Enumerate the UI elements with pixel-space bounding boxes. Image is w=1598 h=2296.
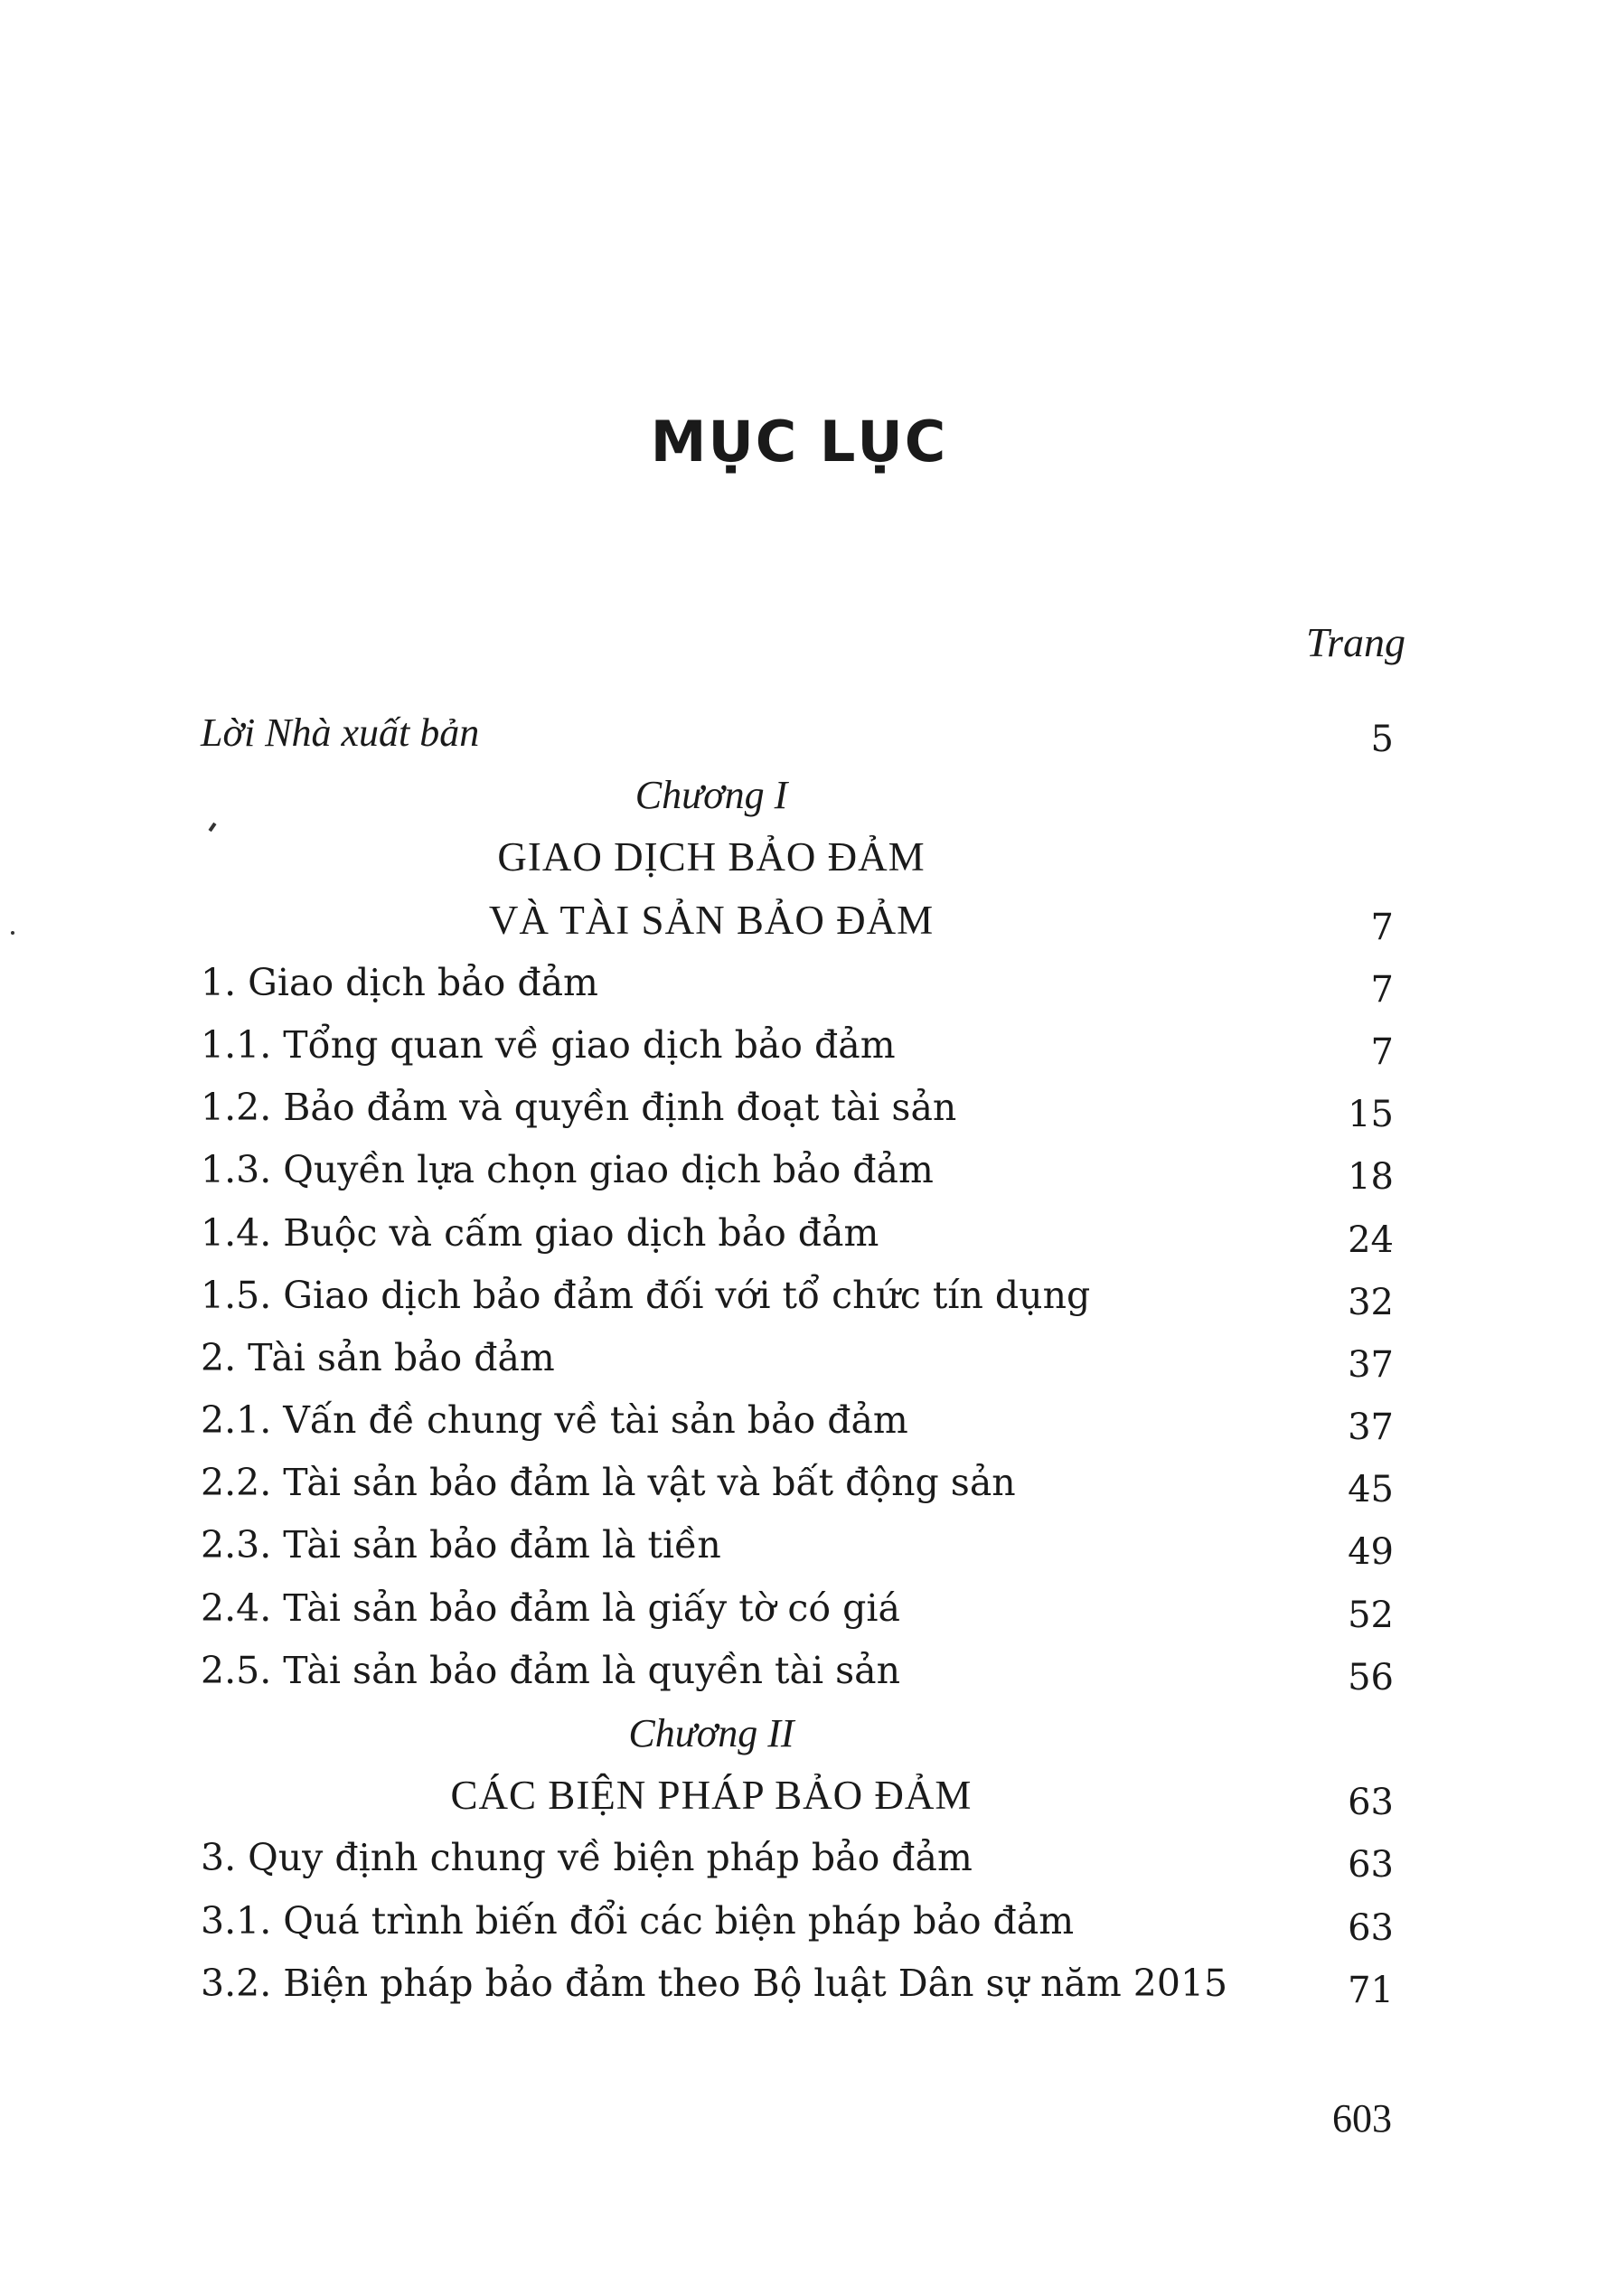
toc-entry-page: 56 xyxy=(1348,1656,1394,1698)
toc-entry xyxy=(201,1452,1403,1514)
chapter-heading xyxy=(201,826,1403,889)
toc-entry-text: VÀ TÀI SẢN BẢO ĐẢM xyxy=(488,897,935,943)
chapter-heading xyxy=(201,889,1403,952)
toc-entry-text: Chương I xyxy=(634,773,788,818)
toc-entry-page: 7 xyxy=(1370,1030,1394,1073)
toc-entry-text: 2. Tài sản bảo đảm xyxy=(201,1335,555,1379)
toc-entry xyxy=(201,1139,1403,1201)
page-number: 603 xyxy=(1332,2096,1392,2141)
toc-entry-page: 5 xyxy=(1370,719,1394,760)
toc-entry-text: 1.3. Quyền lựa chọn giao dịch bảo đảm xyxy=(201,1148,934,1192)
toc-entry-page: 63 xyxy=(1348,1844,1394,1887)
chapter-heading xyxy=(201,1764,1403,1827)
toc-entry-text: 1. Giao dịch bảo đảm xyxy=(201,960,598,1004)
toc-entry-text: Chương II xyxy=(628,1711,794,1755)
toc-entry-page: 52 xyxy=(1348,1594,1394,1636)
toc-entry-text: 3. Quy định chung về biện pháp bảo đảm xyxy=(201,1836,973,1880)
table-of-contents xyxy=(201,701,1403,2015)
toc-entry-text: 3.2. Biện pháp bảo đảm theo Bộ luật Dân sự năm 2015 xyxy=(201,1961,1228,2005)
toc-entry xyxy=(201,1514,1403,1576)
toc-entry-text: CÁC BIỆN PHÁP BẢO ĐẢM xyxy=(450,1773,973,1819)
toc-entry-page: 18 xyxy=(1348,1156,1394,1199)
chapter-label xyxy=(201,764,1403,826)
toc-entry xyxy=(201,1327,1403,1389)
toc-entry-text: 2.2. Tài sản bảo đảm là vật và bất động sản xyxy=(201,1461,1016,1505)
toc-entry-text: 1.5. Giao dịch bảo đảm đối với tổ chức tín dụng xyxy=(201,1273,1091,1317)
toc-entry-text: 2.1. Vấn đề chung về tài sản bảo đảm xyxy=(201,1398,908,1443)
toc-entry-page: 24 xyxy=(1348,1219,1394,1261)
toc-entry-page: 45 xyxy=(1348,1469,1394,1511)
toc-entry-page: 15 xyxy=(1348,1094,1394,1136)
page-title: MỤC LỤC xyxy=(650,409,948,475)
toc-entry-text: 2.3. Tài sản bảo đảm là tiền xyxy=(201,1523,721,1567)
toc-entry xyxy=(201,1890,1403,1953)
toc-entry-page: 32 xyxy=(1348,1281,1394,1323)
scan-speck xyxy=(11,931,14,935)
toc-entry-text: 3.1. Quá trình biến đổi các biện pháp bảo đảm xyxy=(201,1898,1075,1943)
toc-entry-text: 1.2. Bảo đảm và quyền định đoạt tài sản xyxy=(201,1086,957,1130)
toc-entry xyxy=(201,1953,1403,2015)
toc-entry xyxy=(201,1265,1403,1327)
toc-entry-page: 71 xyxy=(1348,1969,1394,2011)
page-column-header: Trang xyxy=(1306,619,1405,665)
chapter-label xyxy=(201,1702,1403,1764)
toc-entry-text: 1.4. Buộc và cấm giao dịch bảo đảm xyxy=(201,1210,879,1255)
toc-entry xyxy=(201,1014,1403,1077)
toc-entry-page: 37 xyxy=(1348,1407,1394,1449)
toc-entry xyxy=(201,952,1403,1014)
toc-entry-text: Lời Nhà xuất bản xyxy=(201,710,480,755)
toc-entry xyxy=(201,1640,1403,1702)
toc-entry xyxy=(201,1577,1403,1640)
toc-entry-page: 63 xyxy=(1348,1906,1394,1949)
toc-entry-text: 2.4. Tài sản bảo đảm là giấy tờ có giá xyxy=(201,1586,900,1630)
toc-entry xyxy=(201,1077,1403,1139)
toc-entry-text: 1.1. Tổng quan về giao dịch bảo đảm xyxy=(201,1022,896,1067)
toc-entry xyxy=(201,701,1403,764)
toc-entry-page: 63 xyxy=(1348,1782,1394,1824)
toc-entry xyxy=(201,1202,1403,1265)
toc-entry-text: 2.5. Tài sản bảo đảm là quyền tài sản xyxy=(201,1648,900,1692)
toc-entry-text: GIAO DỊCH BẢO ĐẢM xyxy=(497,834,926,880)
toc-entry-page: 7 xyxy=(1370,968,1394,1011)
toc-entry xyxy=(201,1389,1403,1452)
toc-entry-page: 49 xyxy=(1348,1531,1394,1574)
toc-entry-page: 37 xyxy=(1348,1343,1394,1386)
toc-entry xyxy=(201,1827,1403,1889)
toc-entry-page: 7 xyxy=(1370,906,1394,948)
